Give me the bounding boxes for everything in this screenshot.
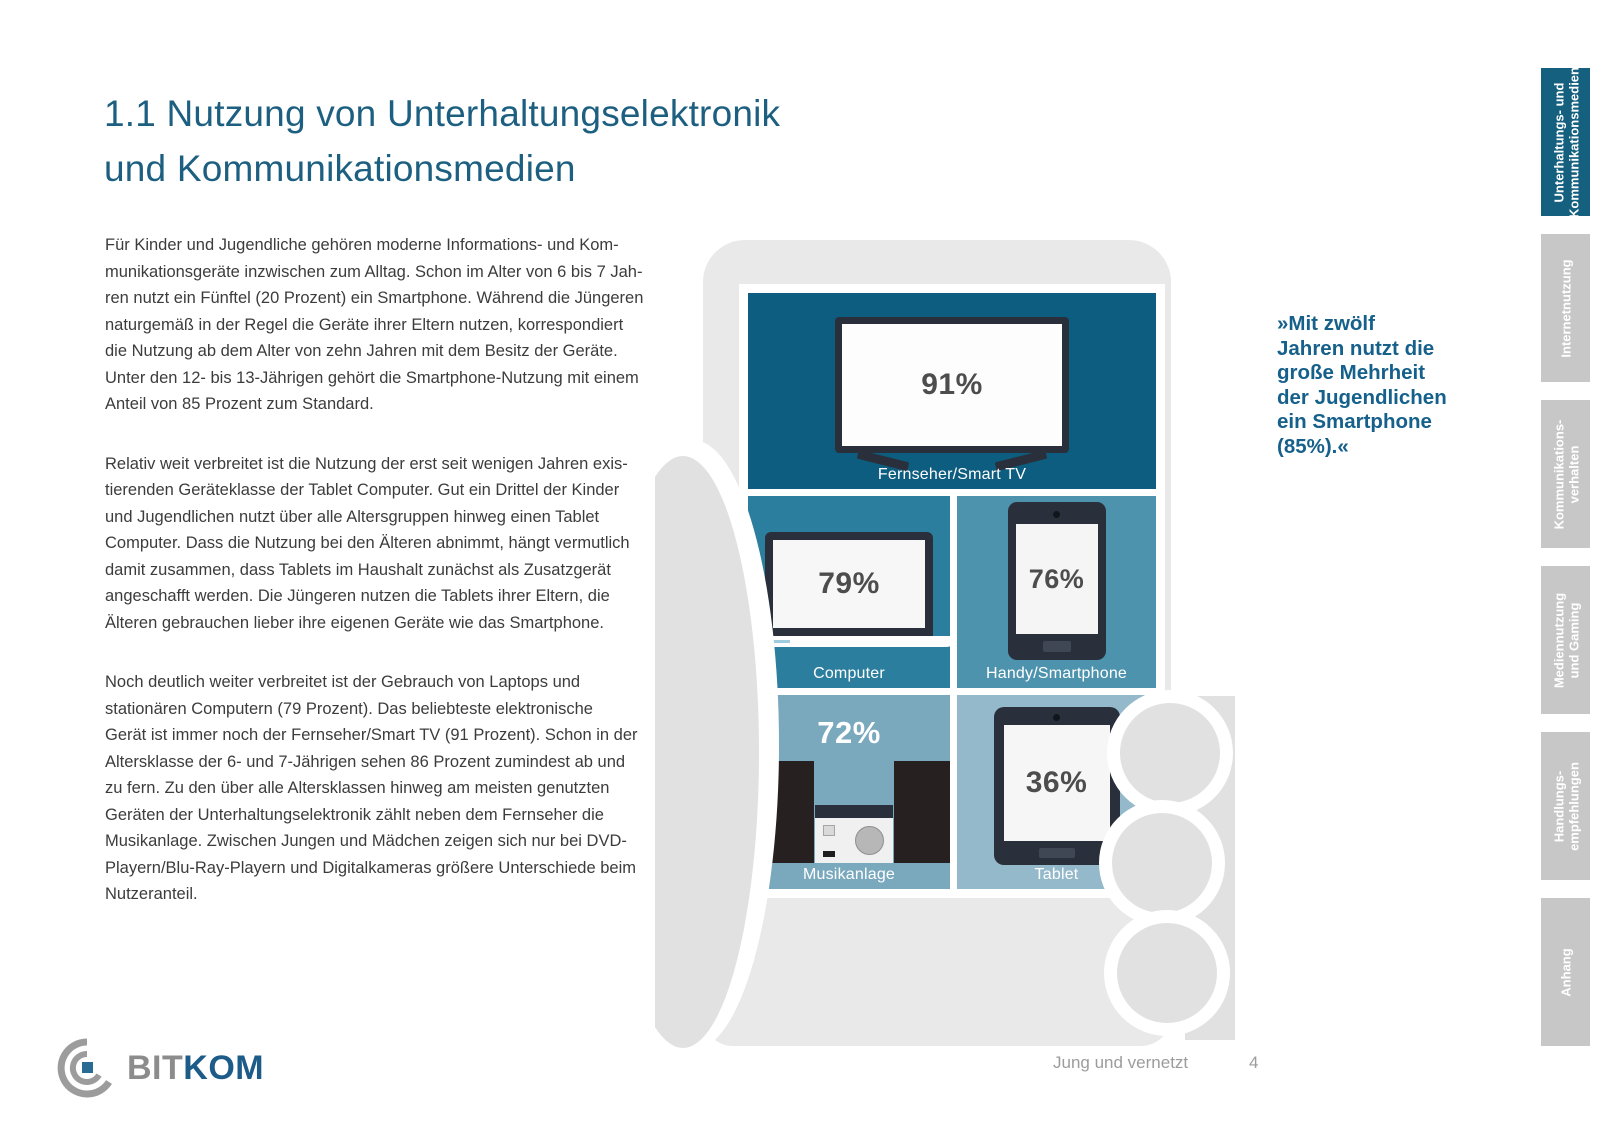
page-title-line-2: und Kommunikationsmedien [104,148,576,189]
tile-label-computer: Computer [813,665,885,682]
tv-icon [835,317,1069,453]
tab-kommunikationsverhalten[interactable]: Kommunikations- verhalten [1541,400,1590,548]
fingertip-icon [1107,690,1233,816]
tile-label-musikanlage: Musikanlage [802,866,896,883]
tv-usage-value: 91% [921,368,983,401]
fingertip-icon [1099,800,1225,926]
paragraph-3: Noch deutlich weiter verbreitet ist der Gebrauch von Laptops und stationären Computern (79 Prozent). Das beliebteste elektronische Gerät ist immer noch der Fernseher/Smart TV (91 Prozent). Schon in der Altersklasse der 6- und 7-Jährigen sehen 86 Prozent zumindest ab und zu fern. Zu den über alle Altersklassen hinweg am meisten genutzten Geräten der Unterhaltungselektronik zählt neben dem Fernseher die Musikanlage. Zwischen Jungen und Mädchen zeigen sich nur bei DVD- Playern/Blu-Ray-Playern und Digitalkameras größere Unterschiede beim Nutzeranteil. [105,673,638,903]
footer-page-number: 4 [1249,1053,1259,1072]
camera-dot-icon [1053,714,1060,721]
bitkom-logo-text: BITKOM [127,1048,265,1087]
musikanlage-usage-value: 72% [817,715,881,750]
tab-internetnutzung[interactable]: Internetnutzung [1541,234,1590,382]
tab-anhang[interactable]: Anhang [1541,898,1590,1046]
speaker-icon [894,761,950,863]
tile-handy-smartphone [957,496,1156,688]
footer-doc-title: Jung und vernetzt [1053,1053,1189,1072]
tile-label-handy: Handy/Smartphone [985,665,1128,682]
tablet-usage-value: 36% [1025,766,1088,799]
tab-handlungsempfehlungen[interactable]: Handlungs- empfehlungen [1541,732,1590,880]
paragraph-1: Für Kinder und Jugendliche gehören moderne Informations- und Kom- munikationsgeräte inzwischen zum Alltag. Schon im Alter von 6 bis 7 Jah- ren nutzt ein Fünftel (20 Prozent) ein Smartphone. Während die Jüngeren naturgemäß in der Regel die Geräte ihrer Eltern nutzen, korrespondiert die Nutzung ab dem Alter von zehn Jahren mit dem Besitz der Geräte. Unter den 12- bis 13-Jährigen gehört die Smartphone-Nutzung mit einem Anteil von 85 Prozent zum Standard. [105,236,644,413]
bitkom-logo-mark [55,1036,119,1100]
bitkom-logo [55,1036,264,1100]
volume-knob-icon [855,826,884,855]
page-title-line-1: 1.1 Nutzung von Unterhaltungselektronik [104,93,781,134]
stereo-unit-icon [815,805,893,863]
camera-dot-icon [1053,511,1060,518]
home-button-icon [1039,848,1075,858]
laptop-icon [748,532,950,647]
body-text [105,232,665,941]
paragraph-2: Relativ weit verbreitet ist die Nutzung der erst seit wenigen Jahren exis- tierenden Geräteklasse der Tablet Computer. Gut ein Drittel der Kinder und Jugendlichen nutzt über alle Altersgruppen hinweg einen Tablet Computer. Dass die Nutzung bei den Älteren abnimmt, hängt vermutlich damit zusammen, dass Tablets im Haushalt zunächst als Zusatzgerät angeschafft werden. Die Jüngeren nutzen die Tablets ihrer Eltern, die Älteren gebrauchen lieber ihre eigenen Geräte wie das Smartphone. [105,454,630,632]
fingertip-icon [1104,910,1230,1036]
computer-usage-value: 79% [818,567,880,600]
tab-unterhaltungs-und-kommunikationsmedien[interactable]: Unterhaltungs- und Kommunikationsmedien [1541,68,1590,216]
tile-computer [748,496,950,688]
pull-quote: »Mit zwölf Jahren nutzt die große Mehrheit der Jugendlichen ein Smartphone (85%).« [1277,312,1447,458]
tablet-icon [994,707,1120,865]
smartphone-usage-value: 76% [1028,563,1085,594]
infographic-screen [739,284,1165,898]
page-title [104,86,780,196]
tab-mediennutzung-und-gaming[interactable]: Mediennutzung und Gaming [1541,566,1590,714]
tile-label-fernseher: Fernseher/Smart TV [877,466,1027,483]
tile-fernseher-smart-tv [748,293,1156,489]
tile-label-tablet: Tablet [1034,866,1079,883]
home-button-icon [1043,641,1071,652]
device-usage-infographic [655,228,1235,1048]
smartphone-icon [1008,502,1106,660]
